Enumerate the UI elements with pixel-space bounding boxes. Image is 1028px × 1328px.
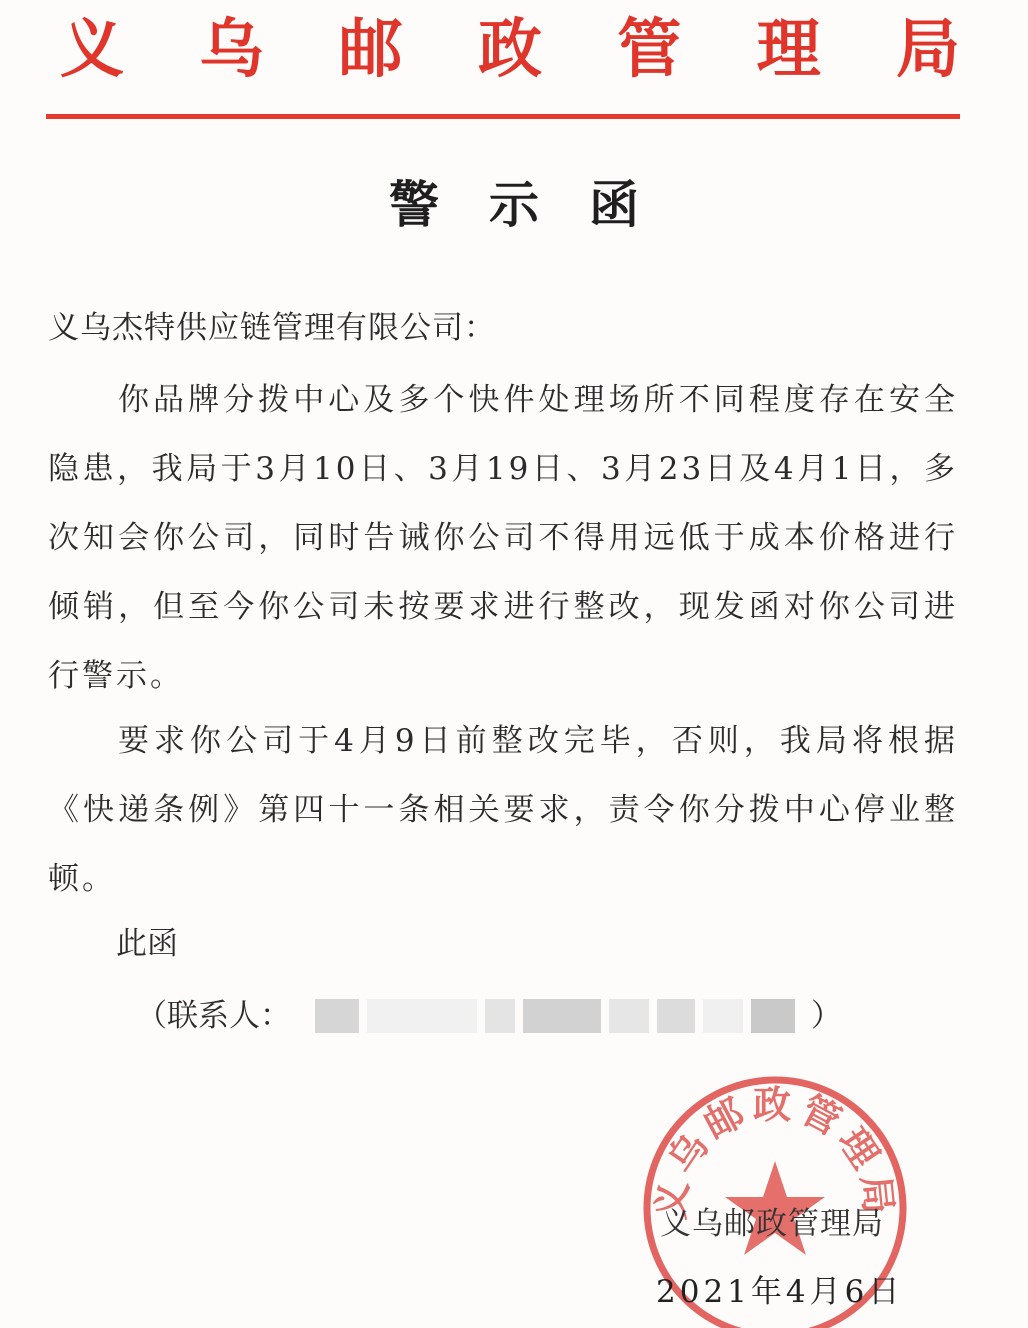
letterhead-char: 管 xyxy=(617,13,682,87)
body-paragraph-1: 你品牌分拨中心及多个快件处理场所不同程度存在安全隐患，我局于3月10日、3月19日、3月23日及4月1日，多次知会你公司，同时告诫你公司不得用远低于成本价格进行倾销，但至今你公司未按要求进行整改，现发函对你公司进行警示。 xyxy=(48,382,958,694)
letterhead-rule xyxy=(46,114,960,119)
recipient: 义乌杰特供应链管理有限公司： xyxy=(48,310,496,346)
document-title: 警示函 xyxy=(389,175,689,234)
letterhead-title xyxy=(60,10,960,90)
seal-text: 义乌邮政管理局 xyxy=(648,1082,902,1222)
contact-end: ） xyxy=(811,998,842,1034)
letterhead-char: 政 xyxy=(477,13,542,87)
letterhead-char: 邮 xyxy=(338,13,403,87)
signing-date: 2021年4月6日 xyxy=(656,1274,904,1310)
letterhead xyxy=(0,0,1028,90)
letterhead-char: 义 xyxy=(60,13,124,87)
closing: 此函 xyxy=(116,926,178,962)
letterhead-char: 乌 xyxy=(199,13,264,87)
letterhead-char: 理 xyxy=(756,13,821,87)
signer: 义乌邮政管理局 xyxy=(660,1206,884,1242)
contact-label: （联系人： xyxy=(136,998,291,1034)
redacted-contact xyxy=(315,999,803,1033)
letterhead-char: 局 xyxy=(895,13,960,87)
contact-line xyxy=(136,990,842,1042)
body-paragraph-2: 要求你公司于4月9日前整改完毕，否则，我局将根据《快递条例》第四十一条相关要求，责令你分拨中心停业整顿。 xyxy=(48,723,958,897)
